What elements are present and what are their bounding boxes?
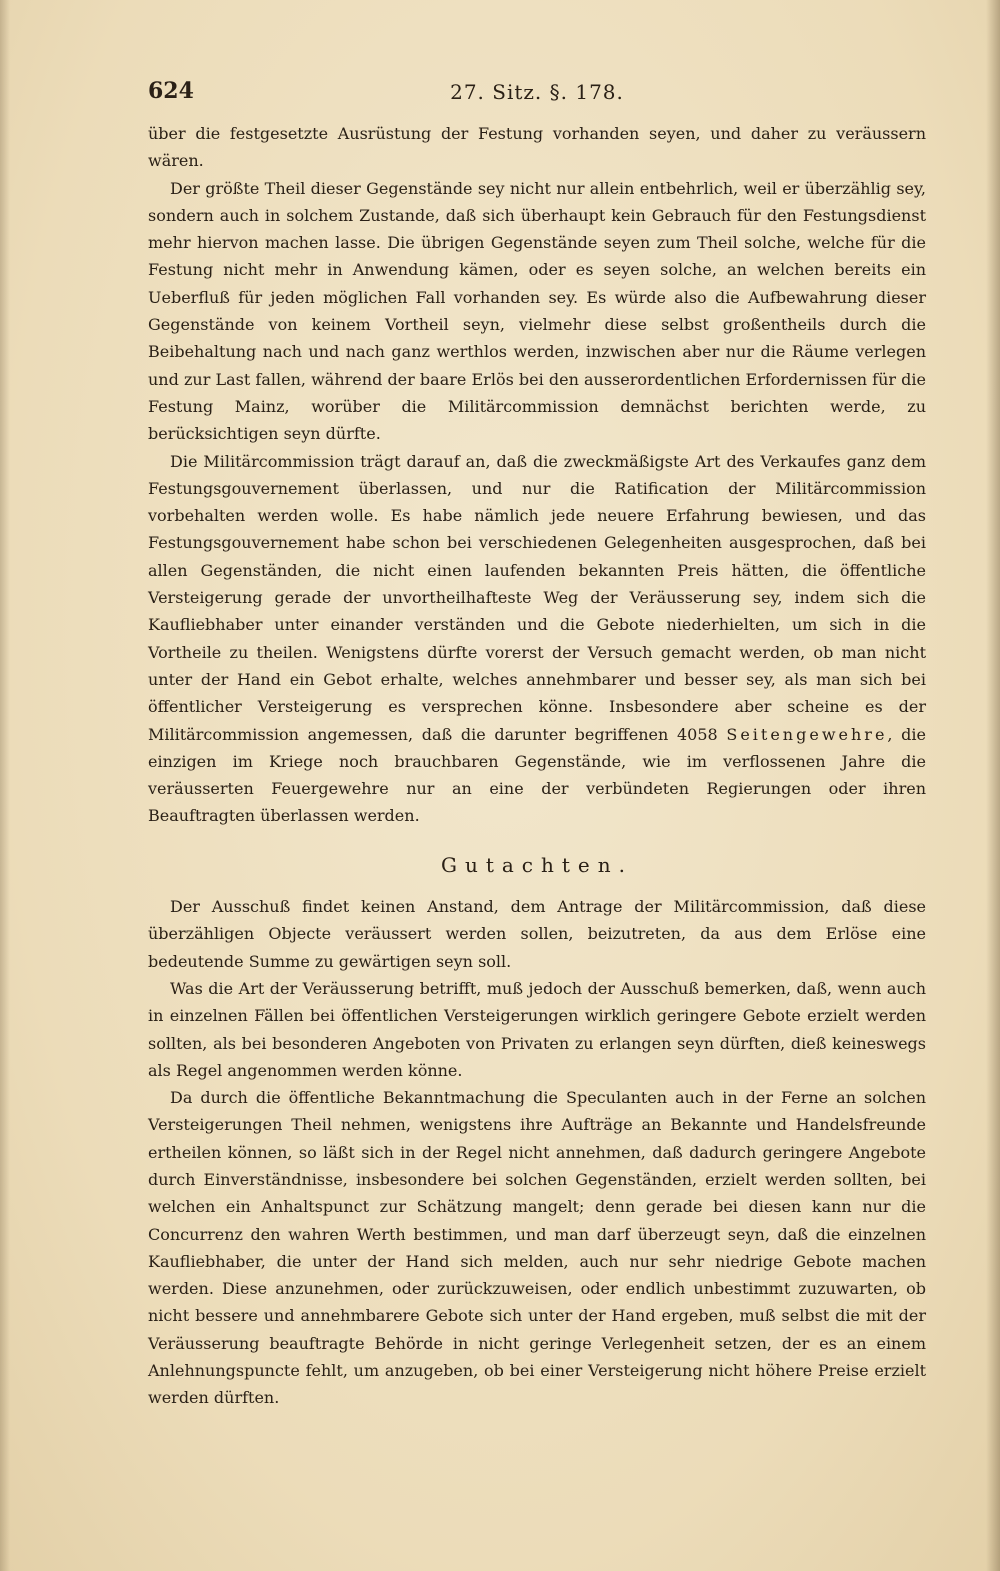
page-gutter-shadow [0,0,10,1571]
emphasized-term: Seitengewehre [726,724,888,744]
paragraph: Der Ausschuß findet keinen Anstand, dem Antrage der Militärcommission, daß diese überzähligen Objecte veräussert werden sollen, beizutreten, da aus dem Erlöse eine bedeutende Summe zu gewärtigen seyn soll. [148,897,926,971]
paragraph-continuation: über die festgesetzte Ausrüstung der Festung vorhanden seyen, und daher zu veräussern wären. [148,124,926,171]
paragraph: Was die Art der Veräusserung betrifft, muß jedoch der Ausschuß bemerken, daß, wenn auch in einzelnen Fällen bei öffentlichen Versteigerungen wirklich geringere Gebote erzielt werden sollten, als bei besonderen Angeboten von Privaten zu erlangen seyn dürften, dieß keineswegs als Regel angenommen werden könne. [148,978,926,1080]
running-head: 27. Sitz. §. 178. [450,80,624,104]
paragraph [148,448,926,830]
paragraph: Da durch die öffentliche Bekanntmachung die Speculanten auch in der Ferne an solchen Versteigerungen Theil nehmen, wenigstens ihre Aufträge an Bekannte und Handelsfreunde ertheilen können, so läßt sich in der Regel nicht annehmen, daß dadurch geringere Angebote durch Einverständnisse, insbesondere bei solchen Gegenständen, erzielt werden sollten, bei welchen ein Anhaltspunct zur Schätzung mangelt; denn gerade bei diesen kann nur die Concurrenz den wahren Werth bestimmen, und man darf überzeugt seyn, daß die einzelnen Kaufliebhaber, die unter der Hand sich melden, auch nur sehr niedrige Gebote machen werden. Diese anzunehmen, oder zurückzuweisen, oder endlich unbestimmt zuzuwarten, ob nicht bessere und annehmbarere Gebote sich unter der Hand ergeben, muß selbst die mit der Veräusserung beauftragte Behörde in nicht geringe Verlegenheit setzen, der es an einem Anlehnungspuncte fehlt, um anzugeben, ob bei einer Versteigerung nicht höhere Preise erzielt werden dürften. [148,1088,926,1408]
page-header [148,78,926,118]
page-edge-shadow [986,0,1000,1571]
section-title: Gutachten. [440,852,633,877]
paragraph-text: , die einzigen im Kriege noch brauchbaren Gegenstände, wie im verflossenen Jahre die veräusserten Feuergewehre nur an eine der verbündeten Regierungen oder ihren Beauftragten überlassen werden. [148,724,926,826]
paragraph: Der größte Theil dieser Gegenstände sey nicht nur allein entbehrlich, weil er überzählig sey, sondern auch in solchem Zustande, daß sich überhaupt kein Gebrauch für den Festungsdienst mehr hiervon machen lasse. Die übrigen Gegenstände seyen zum Theil solche, welche für die Festung nicht mehr in Anwendung kämen, oder es seyen solche, an welchen bereits ein Ueberfluß für jeden möglichen Fall vorhanden sey. Es würde also die Aufbewahrung dieser Gegenstände von keinem Vortheil seyn, vielmehr diese selbst großentheils durch die Beibehaltung nach und nach ganz werthlos werden, inzwischen aber nur die Räume verlegen und zur Last fallen, während der baare Erlös bei den ausserordentlichen Erfordernissen für die Festung Mainz, worüber die Militärcommission demnächst berichten werde, zu berücksichtigen seyn dürfte. [148,178,926,444]
body-text [148,120,926,1412]
paragraph-text: Die Militärcommission trägt darauf an, daß die zweckmäßigste Art des Verkaufes ganz dem Festungsgouvernement überlassen, und nur die Ratification der Militärcommission vorbehalten werden wolle. Es habe nämlich jede neuere Erfahrung bewiesen, und das Festungsgouvernement habe schon bei verschiedenen Gelegenheiten ausgesprochen, daß bei allen Gegenständen, die nicht einen laufenden bekannten Preis hätten, die öffentliche Versteigerung gerade der unvortheilhafteste Weg der Veräusserung sey, indem sich die Kaufliebhaber unter einander verständen und die Gebote niederhielten, um sich in die Vortheile zu theilen. Wenigstens dürfte vorerst der Versuch gemacht werden, ob man nicht unter der Hand ein Gebot erhalte, welches annehmbarer und besser sey, als man sich bei öffentlicher Versteigerung es versprechen könne. Insbesondere aber scheine es der Militärcommission angemessen, daß die darunter begriffenen 4058 [148,451,926,744]
page-number: 624 [148,78,194,104]
